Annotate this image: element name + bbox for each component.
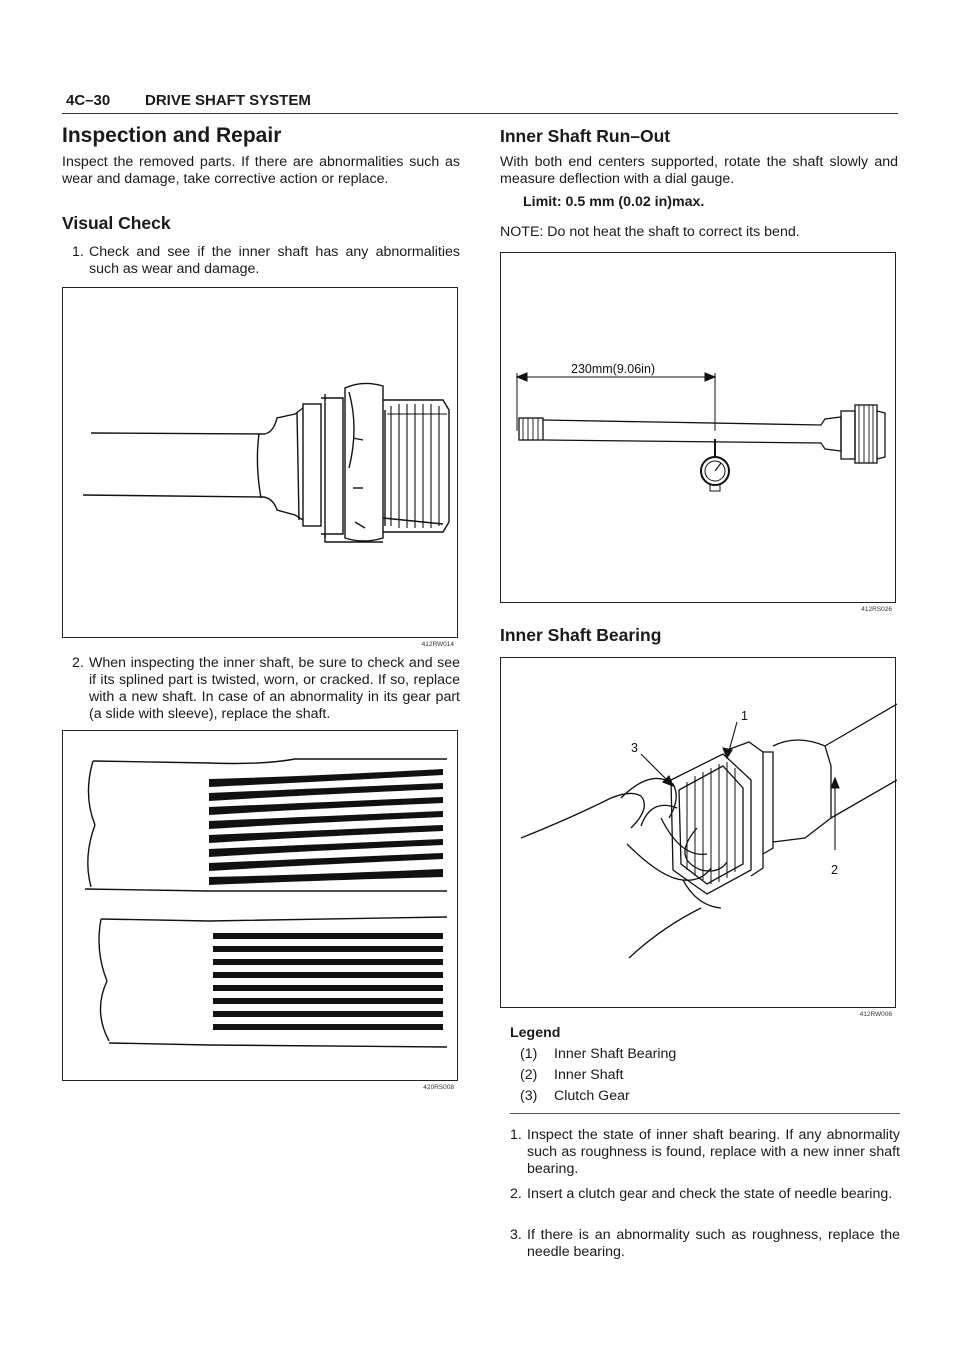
section-title: DRIVE SHAFT SYSTEM	[145, 92, 311, 109]
runout-measurement-drawing	[501, 253, 897, 604]
callout-2: 2	[831, 863, 838, 877]
page-title: Inspection and Repair	[62, 124, 282, 147]
legend-divider	[510, 1113, 900, 1114]
step-number: 2.	[510, 1186, 522, 1202]
step-text: If there is an abnormality such as roughness, replace the needle bearing.	[527, 1227, 900, 1260]
legend-label: Clutch Gear	[554, 1088, 630, 1104]
figure-code: 412RW006	[859, 1011, 892, 1018]
legend-number: (1)	[520, 1046, 538, 1062]
callout-1: 1	[741, 709, 748, 723]
bearing-heading: Inner Shaft Bearing	[500, 625, 662, 645]
callout-3: 3	[631, 741, 638, 755]
legend-label: Inner Shaft	[554, 1067, 624, 1083]
runout-paragraph: With both end centers supported, rotate the shaft slowly and measure deflection with a dial gauge.	[500, 154, 898, 187]
step-text: When inspecting the inner shaft, be sure to check and see if its splined part is twisted, worn, or cracked. If so, replace with a new shaft. In case of an abnormality in its gear part (a slide with sleeve), replace the shaft.	[89, 655, 460, 722]
figure-spline-comparison	[62, 730, 458, 1091]
bearing-step-2	[510, 1186, 900, 1203]
figure-code: 412RS026	[861, 606, 892, 613]
spline-comparison-drawing	[63, 731, 459, 1082]
header-rule	[62, 113, 898, 114]
visual-check-heading: Visual Check	[62, 213, 171, 233]
figure-shaft-spline-closeup	[62, 287, 458, 648]
step-number: 2.	[72, 655, 84, 671]
legend-item	[520, 1067, 624, 1084]
legend-number: (3)	[520, 1088, 538, 1104]
step-text: Insert a clutch gear and check the state of needle bearing.	[527, 1186, 893, 1202]
figure-inner-shaft-bearing	[500, 657, 896, 1018]
legend-number: (2)	[520, 1067, 538, 1083]
bearing-drawing	[501, 658, 897, 1009]
bearing-step-3	[510, 1227, 900, 1261]
intro-paragraph: Inspect the removed parts. If there are abnormalities such as wear and damage, take corrective action or replace.	[62, 154, 460, 187]
figure-runout-measurement	[500, 252, 896, 613]
visual-check-step-1	[72, 244, 460, 278]
shaft-spline-drawing	[63, 288, 459, 639]
runout-note: NOTE: Do not heat the shaft to correct its bend.	[500, 224, 800, 240]
legend-item	[520, 1088, 630, 1105]
step-number: 1.	[510, 1127, 522, 1143]
legend-title: Legend	[510, 1025, 561, 1041]
visual-check-step-2	[72, 655, 460, 723]
legend-label: Inner Shaft Bearing	[554, 1046, 677, 1062]
runout-limit: Limit: 0.5 mm (0.02 in)max.	[523, 194, 705, 210]
page-number: 4C–30	[66, 92, 111, 109]
step-number: 1.	[72, 244, 84, 260]
legend-item	[520, 1046, 677, 1063]
runout-heading: Inner Shaft Run–Out	[500, 126, 671, 146]
step-text: Check and see if the inner shaft has any abnormalities such as wear and damage.	[89, 244, 460, 277]
step-number: 3.	[510, 1227, 522, 1243]
dimension-label: 230mm(9.06in)	[571, 362, 656, 376]
figure-code: 420RS008	[423, 1084, 454, 1091]
figure-code: 412RW014	[421, 641, 454, 648]
step-text: Inspect the state of inner shaft bearing. If any abnormality such as roughness is found, replace with a new inner shaft bearing.	[527, 1127, 900, 1177]
bearing-step-1	[510, 1127, 900, 1178]
